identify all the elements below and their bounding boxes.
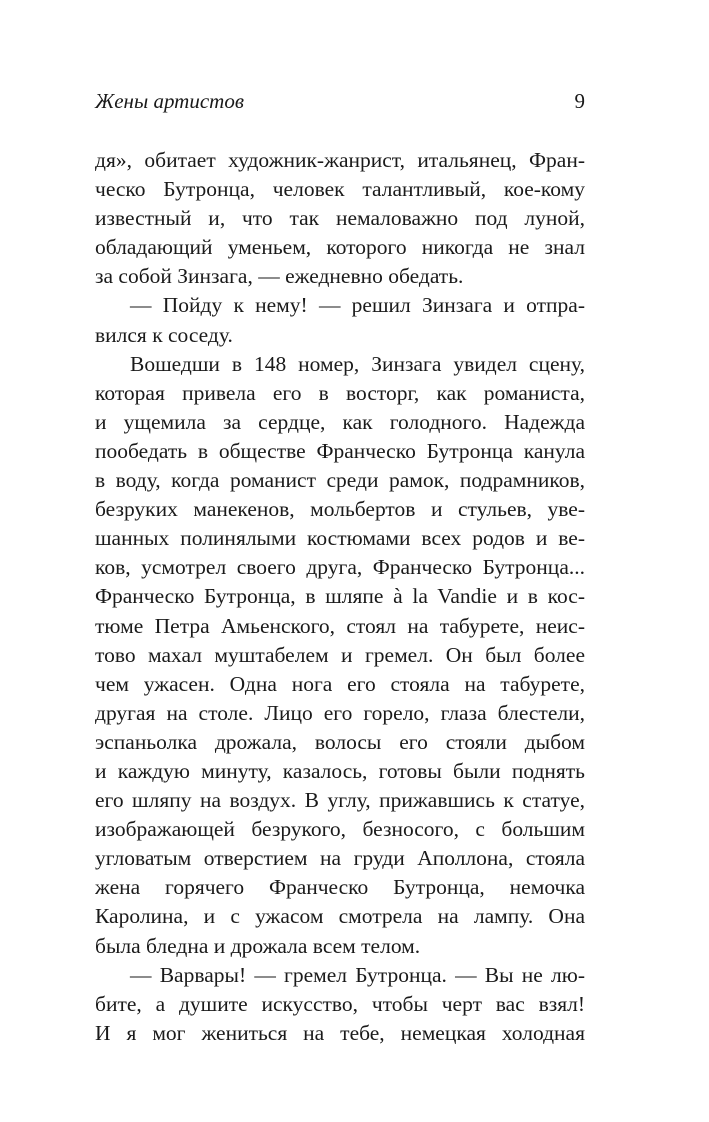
- text-line: изображающей безрукого, безносого, с большим: [95, 817, 585, 842]
- text-line: Франческо Бутронца, в шляпе à la Vandie и в кос-: [95, 584, 585, 609]
- text-line: вился к соседу.: [95, 322, 233, 347]
- text-line: дя», обитает художник-жанрист, итальянец, Фран-: [95, 148, 585, 172]
- text-line: тово махал муштабелем и гремел. Он был более: [95, 642, 585, 667]
- text-line: эспаньолка дрожала, волосы его стояли дыбом: [95, 729, 585, 754]
- text-line: угловатым отверстием на груди Аполлона, стояла: [95, 846, 585, 871]
- text-line: за собой Зинзага, — ежедневно обедать.: [95, 264, 464, 289]
- text-line: другая на столе. Лицо его горело, глаза блестели,: [95, 700, 585, 725]
- text-line: его шляпу на воздух. В углу, прижавшись к статуе,: [95, 788, 585, 813]
- text-line: ков, усмотрел своего друга, Франческо Бутронца...: [95, 555, 585, 580]
- text-line: жена горячего Франческо Бутронца, немочка: [95, 875, 585, 900]
- running-title: Жены артистов: [95, 89, 244, 113]
- text-line: обладающий уменьем, которого никогда не знал: [95, 235, 585, 260]
- text-body: [95, 146, 585, 1048]
- text-line: в воду, когда романист среди рамок, подрамников,: [95, 468, 585, 493]
- text-line: была бледна и дрожала всем телом.: [95, 933, 421, 958]
- page-number: 9: [574, 89, 585, 113]
- text-line: шанных полинялыми костюмами всех родов и ве-: [95, 526, 585, 551]
- running-head: [95, 86, 585, 116]
- text-line: Вошедши в 148 номер, Зинзага увидел сцену,: [130, 351, 585, 376]
- text-line: безруких манекенов, мольбертов и стульев, уве-: [95, 497, 585, 522]
- text-line: и ущемила за сердце, как голодного. Надежда: [95, 409, 585, 434]
- text-line: тюме Петра Амьенского, стоял на табурете, неис-: [95, 613, 585, 638]
- text-line: ческо Бутронца, человек талантливый, кое-кому: [95, 177, 585, 202]
- text-line: — Варвары! — гремел Бутронца. — Вы не лю-: [130, 962, 585, 987]
- text-line: чем ужасен. Одна нога его стояла на табурете,: [95, 671, 585, 696]
- text-line: — Пойду к нему! — решил Зинзага и отпра-: [130, 293, 585, 318]
- text-line: пообедать в обществе Франческо Бутронца канула: [95, 438, 585, 463]
- text-line: и каждую минуту, казалось, готовы были поднять: [95, 758, 585, 783]
- text-line: бите, а душите искусство, чтобы черт вас взял!: [95, 991, 585, 1016]
- text-line: известный и, что так немаловажно под луной,: [95, 206, 585, 231]
- text-line: которая привела его в восторг, как романиста,: [95, 380, 585, 405]
- text-line: Каролина, и с ужасом смотрела на лампу. Она: [95, 904, 585, 929]
- text-line: И я мог жениться на тебе, немецкая холодная: [95, 1020, 585, 1045]
